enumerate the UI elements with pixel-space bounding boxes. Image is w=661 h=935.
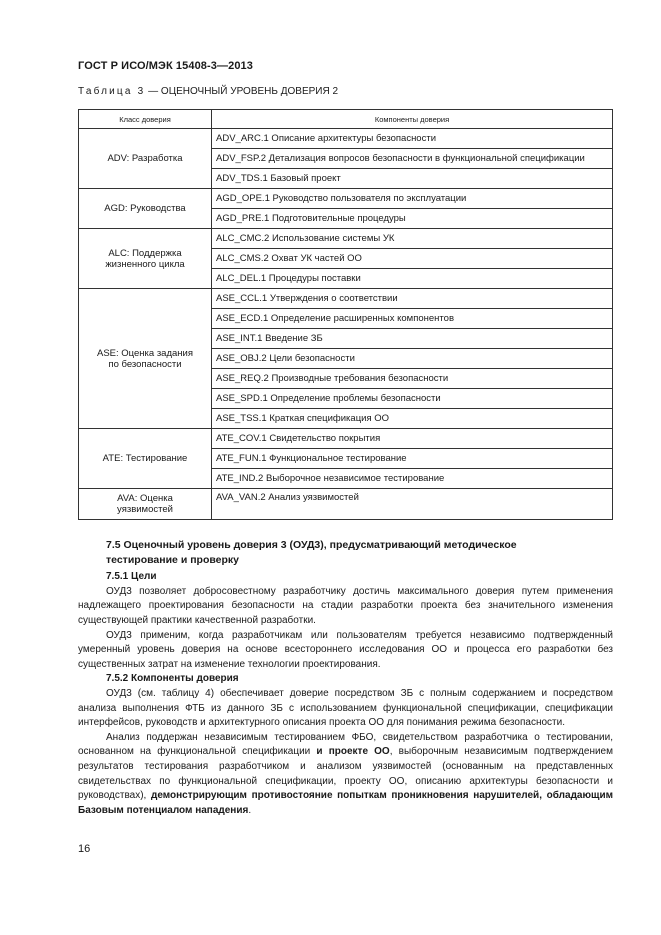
class-cell: ATE: Тестирование	[79, 429, 212, 489]
table-row	[79, 129, 613, 149]
paragraph: ОУД3 применим, когда разработчикам или пользователям требуется независимо подтвержденный умеренный уровень доверия на основе всестороннего исследования ОО и процесса его разработки без существенных затрат на изменение технологии проектирования.	[78, 629, 613, 670]
class-cell-line: уязвимостей	[117, 504, 173, 515]
class-cell	[79, 489, 212, 520]
class-cell-line: AVA: Оценка	[117, 493, 173, 504]
table-row	[79, 289, 613, 309]
component-cell: ADV_FSP.2 Детализация вопросов безопасности в функциональной спецификации	[212, 149, 613, 169]
component-cell: ALC_CMC.2 Использование системы УК	[212, 229, 613, 249]
paragraph-bold-text: и проекте ОО	[316, 746, 390, 758]
table-row	[79, 489, 613, 520]
class-cell: ADV: Разработка	[79, 129, 212, 189]
paragraph: ОУД3 (см. таблицу 4) обеспечивает доверие посредством ЗБ с полным содержанием и посредством анализа выполнения ФТБ из данного ЗБ с использованием функциональной спецификации, спецификации интерфейсов, руководств и архитектурного описания проекта ОО для понимания режима безопасности.	[78, 687, 613, 729]
component-cell: ADV_TDS.1 Базовый проект	[212, 169, 613, 189]
component-cell: ADV_ARC.1 Описание архитектуры безопасности	[212, 129, 613, 149]
section-body	[78, 538, 613, 818]
component-cell: ALC_CMS.2 Охват УК частей ОО	[212, 249, 613, 269]
component-cell: AGD_OPE.1 Руководство пользователя по эксплуатации	[212, 189, 613, 209]
class-cell	[79, 229, 212, 289]
table-caption-title: — ОЦЕНОЧНЫЙ УРОВЕНЬ ДОВЕРИЯ 2	[145, 86, 339, 97]
component-cell: ASE_ECD.1 Определение расширенных компонентов	[212, 309, 613, 329]
component-cell: ASE_TSS.1 Краткая спецификация ОО	[212, 409, 613, 429]
section-heading-line: 7.5 Оценочный уровень доверия 3 (ОУД3), предусматривающий методическое	[106, 539, 517, 551]
component-cell: ALC_DEL.1 Процедуры поставки	[212, 269, 613, 289]
paragraph: ОУД3 позволяет добросовестному разработчику достичь максимального доверия путем применения надлежащего проектирования безопасности на стадии разработки проекта без значительного изменения существующей практики качественной разработки.	[78, 585, 613, 626]
assurance-table	[78, 109, 613, 520]
table-header-row	[79, 110, 613, 129]
column-header-class: Класс доверия	[79, 110, 212, 129]
page-number: 16	[78, 843, 91, 855]
component-cell: ATE_COV.1 Свидетельство покрытия	[212, 429, 613, 449]
table-row	[79, 429, 613, 449]
component-cell: AGD_PRE.1 Подготовительные процедуры	[212, 209, 613, 229]
paragraph-bold-text: демонстрирующим противостояние попыткам проникновения нарушителей, обладающим Базовым потенциалом нападения	[78, 790, 614, 816]
component-cell: ATE_IND.2 Выборочное независимое тестирование	[212, 469, 613, 489]
component-cell: AVA_VAN.2 Анализ уязвимостей	[212, 489, 613, 520]
component-cell: ATE_FUN.1 Функциональное тестирование	[212, 449, 613, 469]
component-cell: ASE_OBJ.2 Цели безопасности	[212, 349, 613, 369]
paragraph-text: Анализ поддержан независимым тестированием ФБО, свидетельством разработчика о тестировании, основанном на функциональной спецификации	[78, 731, 613, 758]
class-cell-line: жизненного цикла	[105, 258, 185, 270]
component-cell: ASE_CCL.1 Утверждения о соответствии	[212, 289, 613, 309]
subsection-heading: 7.5.2 Компоненты доверия	[106, 673, 239, 685]
component-cell: ASE_REQ.2 Производные требования безопасности	[212, 369, 613, 389]
paragraph	[78, 731, 613, 819]
column-header-components: Компоненты доверия	[212, 110, 613, 129]
subsection-heading: 7.5.1 Цели	[106, 571, 157, 583]
class-cell-line: ALC: Поддержка	[108, 247, 182, 259]
paragraph-text: , выборочным независимым подтверждением результатов тестирования разработчиком и анализом уязвимостей (основанным на представленных свидетельствах по функциональной спецификации, проекту ОО, описанию архитектуры безопасности и руководствах),	[78, 746, 613, 802]
component-cell: ASE_INT.1 Введение ЗБ	[212, 329, 613, 349]
table-caption-number: Таблица 3	[78, 86, 146, 97]
class-cell: AGD: Руководства	[79, 189, 212, 229]
section-heading-line: тестирование и проверку	[106, 553, 240, 566]
component-cell: ASE_SPD.1 Определение проблемы безопасности	[212, 389, 613, 409]
class-cell	[79, 289, 212, 429]
paragraph-text: .	[248, 804, 252, 816]
class-cell-line: по безопасности	[108, 358, 182, 370]
table-row	[79, 189, 613, 209]
table-row	[79, 229, 613, 249]
table-caption	[78, 86, 338, 97]
class-cell-line: ASE: Оценка задания	[97, 347, 193, 359]
document-header: ГОСТ Р ИСО/МЭК 15408-3—2013	[78, 60, 253, 72]
section-heading	[78, 538, 613, 567]
